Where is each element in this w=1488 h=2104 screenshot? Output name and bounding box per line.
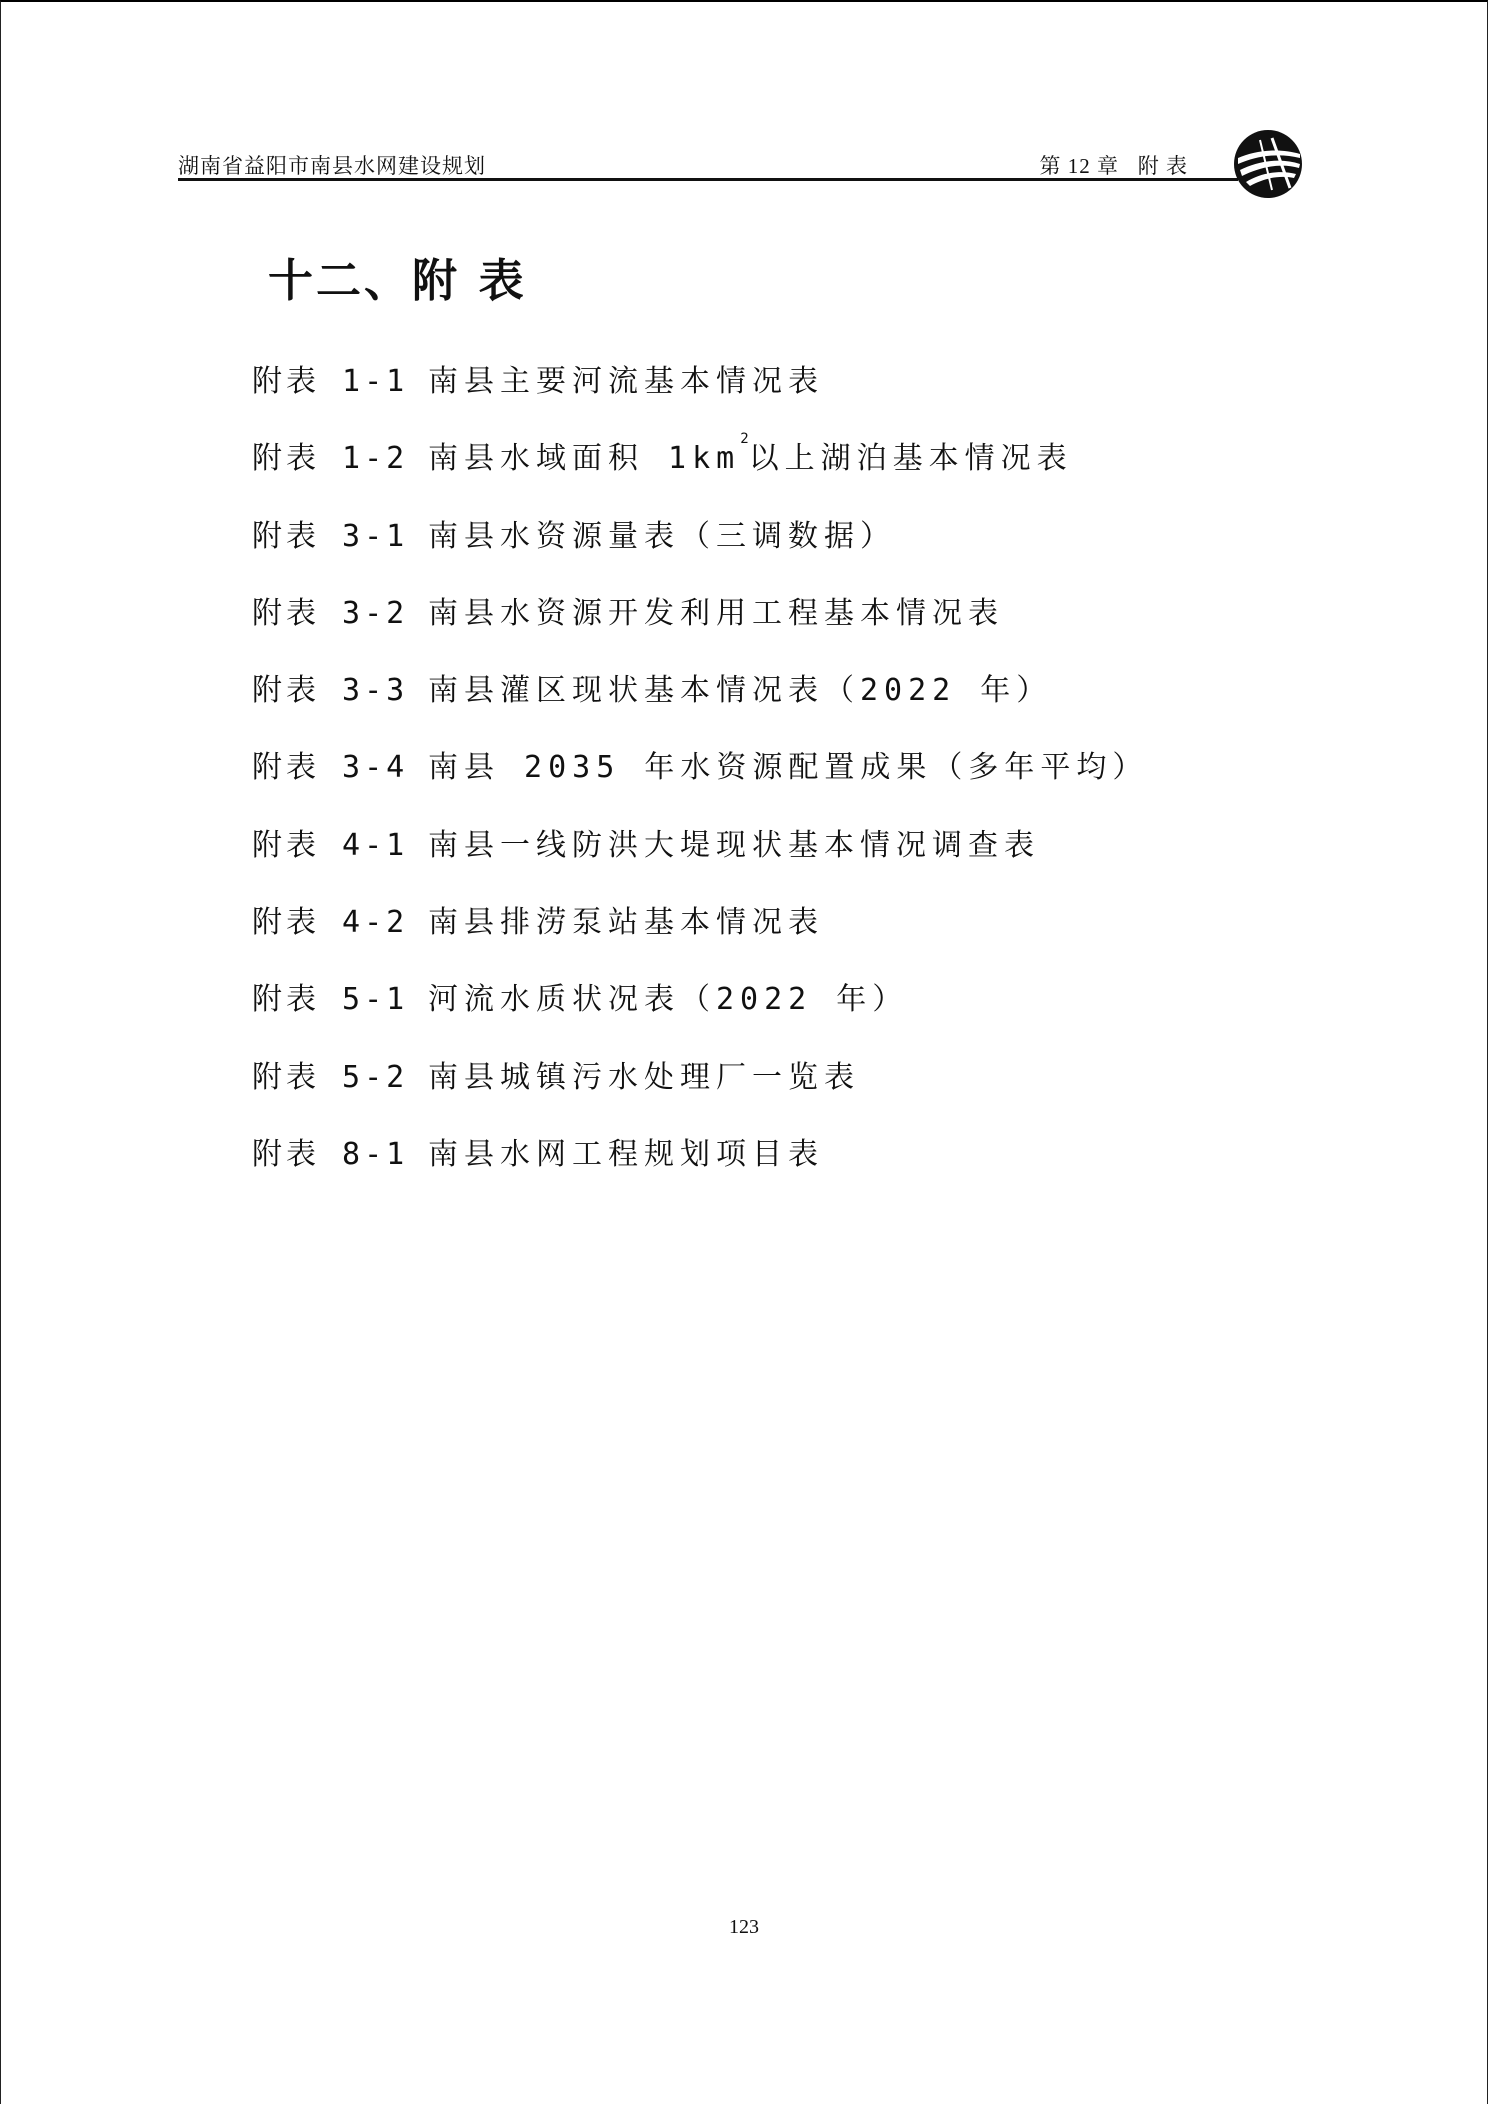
list-item xyxy=(252,1052,1148,1129)
appendix-code: 附表 3-4 xyxy=(252,750,409,786)
appendix-title: 南县水网工程规划项目表 xyxy=(428,1136,824,1172)
list-item xyxy=(252,742,1148,819)
appendix-title: 南县水资源量表（三调数据） xyxy=(428,518,896,554)
list-item xyxy=(252,665,1148,742)
appendix-code: 附表 1-2 xyxy=(252,441,409,477)
page-number: 123 xyxy=(729,1916,759,1938)
appendix-table-list xyxy=(252,356,1148,1206)
appendix-code: 附表 3-3 xyxy=(252,673,409,709)
appendix-code: 附表 1-1 xyxy=(252,364,409,399)
list-item xyxy=(252,511,1148,588)
list-item xyxy=(252,820,1148,897)
water-network-logo-icon xyxy=(1232,128,1304,200)
appendix-title: 南县 2035 年水资源配置成果（多年平均） xyxy=(428,750,1149,786)
appendix-title: 南县灌区现状基本情况表（2022 年） xyxy=(428,673,1053,709)
appendix-title-part: 以上湖泊基本情况表 xyxy=(748,441,1073,477)
appendix-code: 附表 3-1 xyxy=(252,518,409,554)
appendix-code: 附表 5-2 xyxy=(252,1059,409,1095)
appendix-title: 南县水资源开发利用工程基本情况表 xyxy=(428,595,1004,631)
appendix-code: 附表 8-1 xyxy=(252,1136,409,1172)
list-item xyxy=(252,897,1148,974)
superscript-exponent: 2 xyxy=(740,431,749,448)
appendix-title: 南县城镇污水处理厂一览表 xyxy=(428,1059,860,1095)
header-chapter-label: 第 12 章 附 表 xyxy=(1039,154,1188,178)
appendix-code: 附表 5-1 xyxy=(252,982,409,1018)
appendix-code: 附表 4-2 xyxy=(252,905,409,941)
list-item xyxy=(252,1129,1148,1206)
header-rule xyxy=(178,178,1238,181)
list-item xyxy=(252,974,1148,1051)
appendix-title xyxy=(428,433,1073,477)
appendix-title: 南县一线防洪大堤现状基本情况调查表 xyxy=(428,827,1040,863)
list-item xyxy=(252,588,1148,665)
appendix-code: 附表 3-2 xyxy=(252,595,409,631)
page-title: 十二、附 表 xyxy=(268,254,527,307)
appendix-title: 南县排涝泵站基本情况表 xyxy=(428,905,824,941)
appendix-code: 附表 4-1 xyxy=(252,827,409,863)
appendix-title-part: 南县水域面积 1km xyxy=(428,441,741,477)
list-item xyxy=(252,433,1148,510)
list-item xyxy=(252,356,1148,433)
running-header xyxy=(178,140,1300,180)
appendix-title: 河流水质状况表（2022 年） xyxy=(428,982,909,1018)
appendix-title: 南县主要河流基本情况表 xyxy=(428,364,824,399)
header-document-title: 湖南省益阳市南县水网建设规划 xyxy=(178,154,486,178)
